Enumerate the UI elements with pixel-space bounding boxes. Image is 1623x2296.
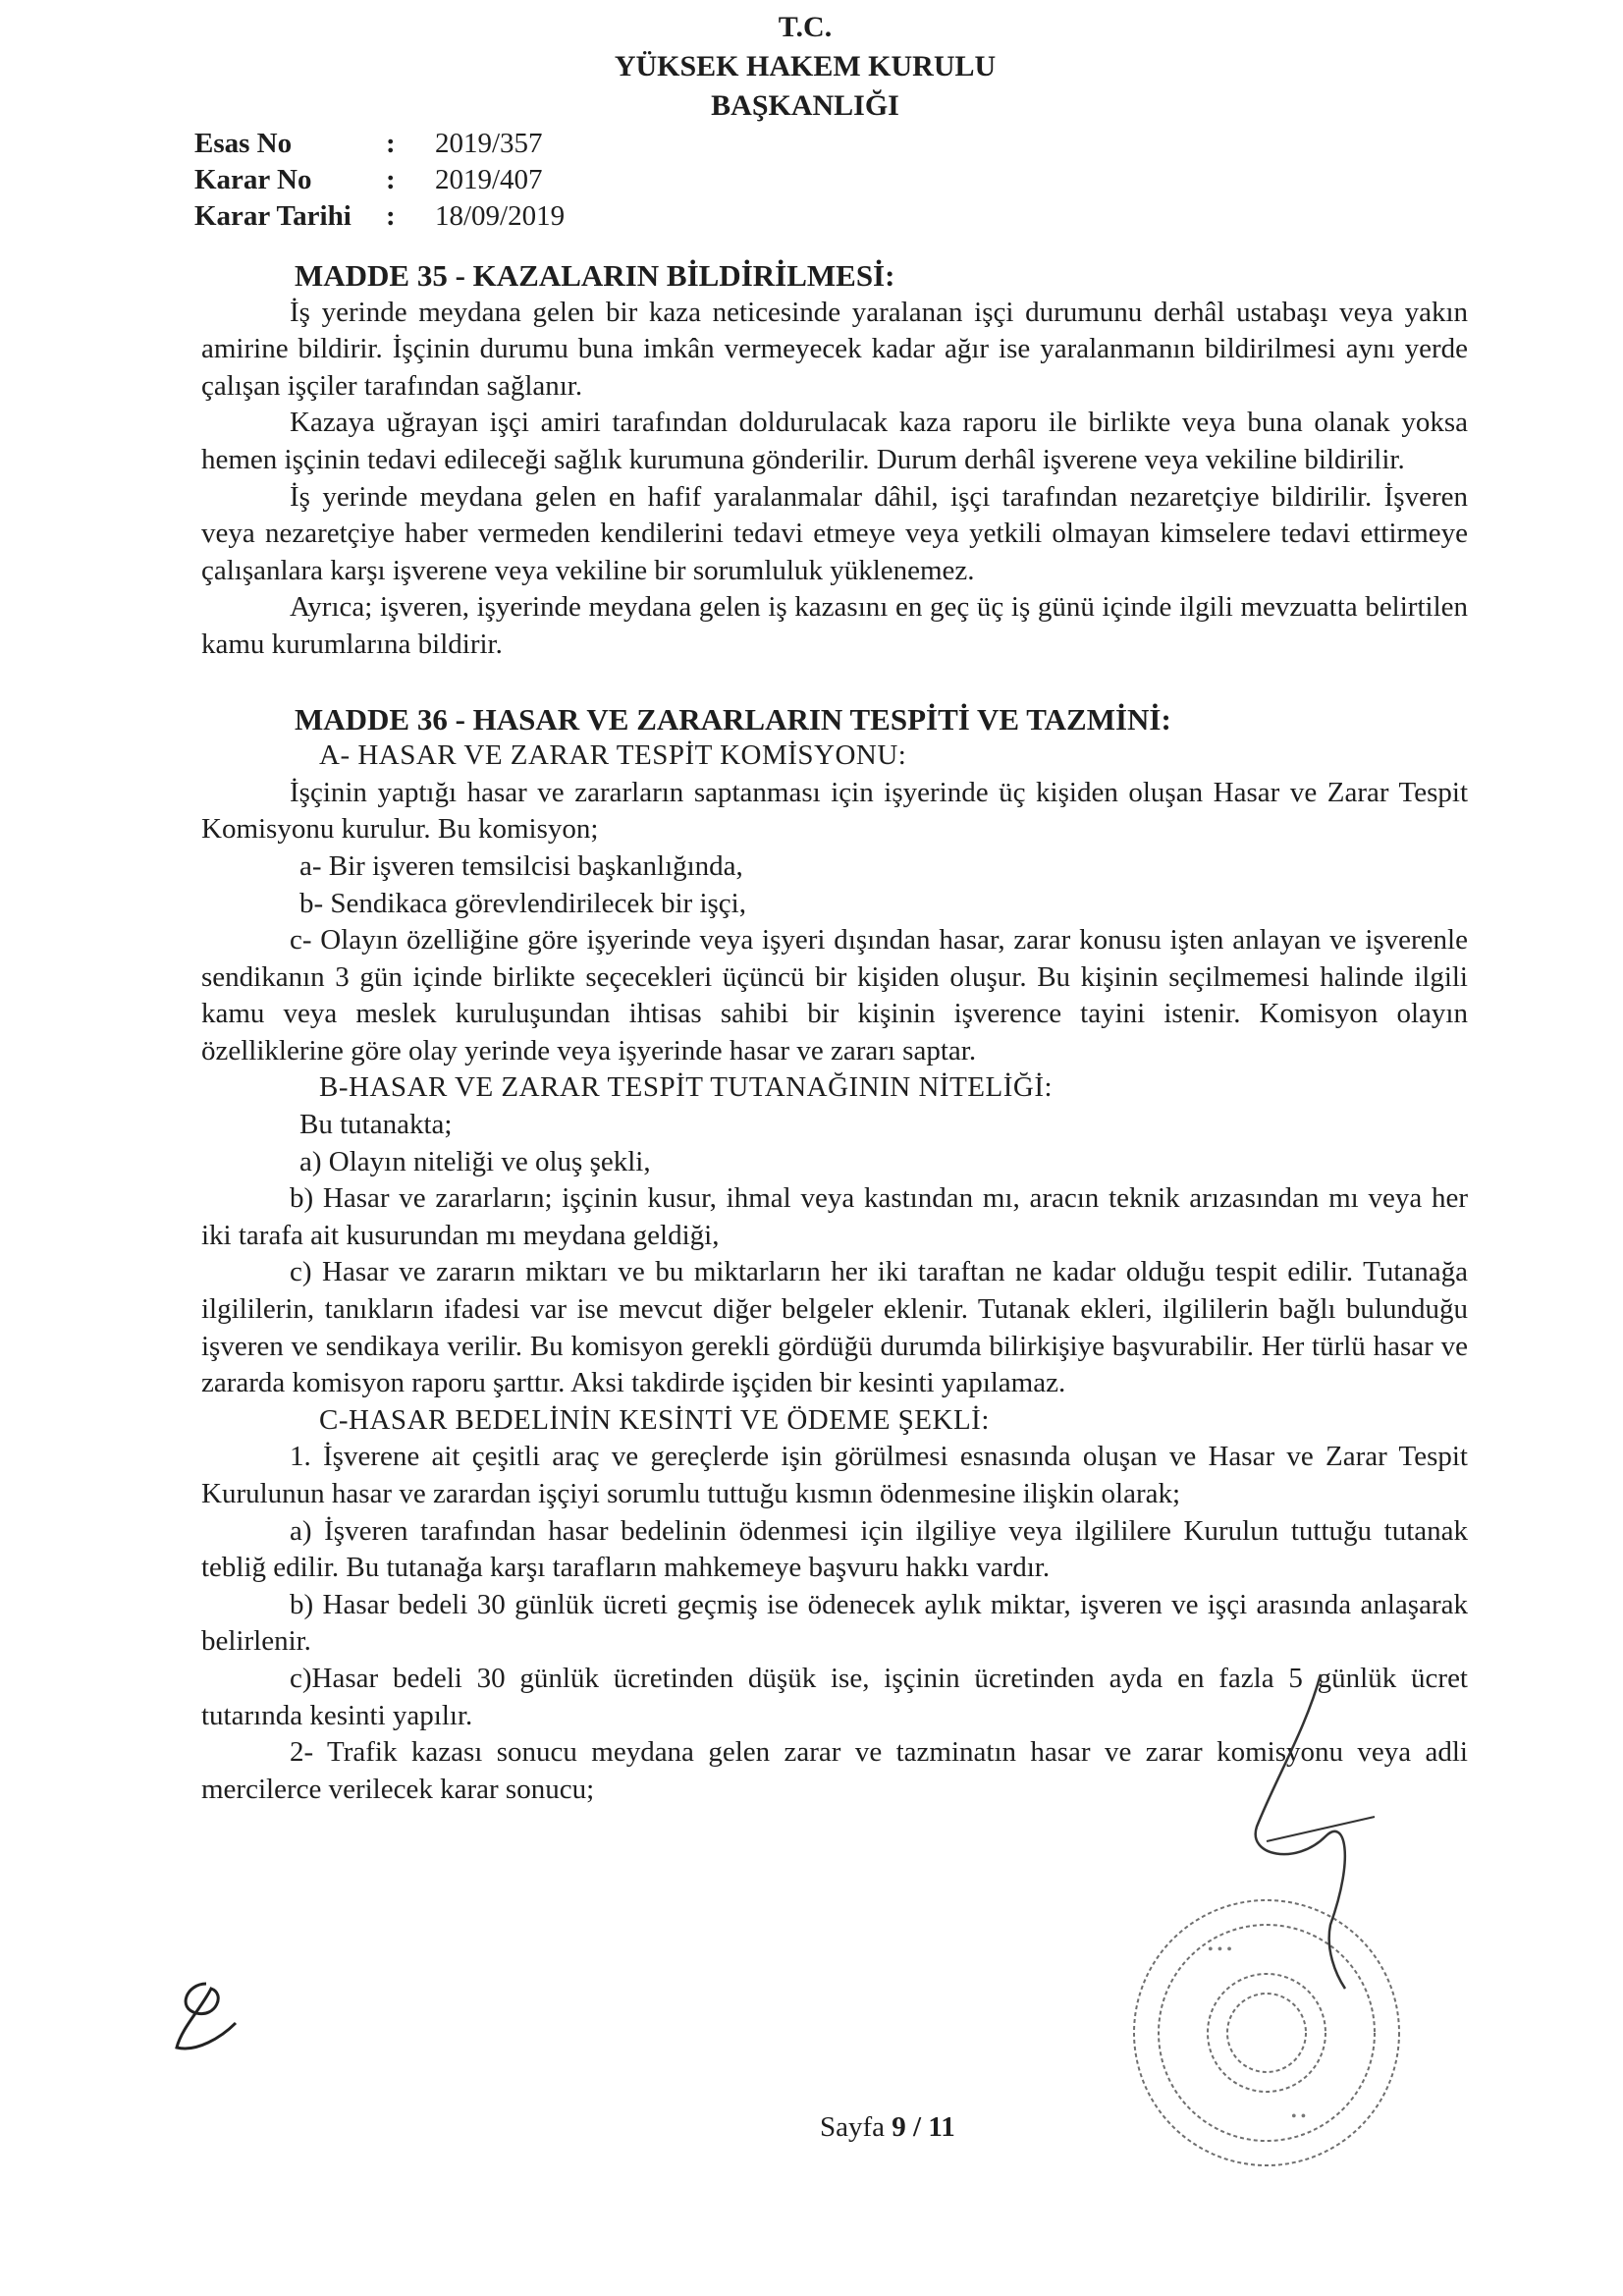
meta-label: Karar No	[194, 164, 312, 195]
section-a-item: a- Bir işveren temsilcisi başkanlığında,	[299, 849, 743, 882]
page-number-current: 9	[892, 2111, 906, 2143]
page-number	[820, 2111, 955, 2144]
page-number-total: 11	[928, 2111, 955, 2143]
section-b-item: c) Hasar ve zararın miktarı ve bu miktarların her iki taraftan ne kadar olduğu tespit edilir. Tutanağa ilgililerin, tanıkların ifadesi var ise mevcut diğer belgeler eklenir. Tutanak ekleri, ilgililerin bağlı bulunduğu işveren ve sendikaya verilir. Bu komisyon gerekli gördüğü durumda bilirkişiye başvurabilir. Her türlü hasar ve zararda komisyon raporu şarttır. Aksi takdirde işçiden bir kesinti yapılamaz.	[201, 1256, 1468, 1399]
signature-left-icon	[167, 1974, 255, 2062]
header-line-presidency: BAŞKANLIĞI	[711, 89, 899, 122]
article-35-paragraph: İş yerinde meydana gelen en hafif yaralanmalar dâhil, işçi tarafından nezaretçiye bildirilir. İşveren veya nezaretçiye haber vermeden kendilerini tedavi etmeye veya yetkili olmayan kimselere tedavi ettirmeye çalışanlara karşı işverene veya vekiline bir sorumluluk yüklenemez.	[201, 480, 1468, 586]
header-line-institution: YÜKSEK HAKEM KURULU	[614, 50, 997, 82]
signature-right-icon	[1237, 1669, 1394, 1994]
section-b-item: a) Olayın niteliği ve oluş şekli,	[299, 1145, 651, 1177]
section-c-item: 1. İşverene ait çeşitli araç ve gereçlerde işin görülmesi esnasında oluşan ve Hasar ve Zarar Tespit Kurulunun hasar ve zarardan işçiyi sorumlu tuttuğu kısmın ödenmesine ilişkin olarak;	[201, 1441, 1468, 1509]
page-number-separator: /	[905, 2111, 929, 2143]
svg-text:• •: • •	[1291, 2108, 1307, 2125]
page-number-prefix: Sayfa	[820, 2111, 893, 2143]
meta-value: 2019/357	[435, 128, 543, 159]
meta-row-esas	[194, 126, 565, 162]
article-35-paragraph: İş yerinde meydana gelen bir kaza neticesinde yaralanan işçi durumunu derhâl ustabaşı veya yakın amirine bildirir. İşçinin durumu buna imkân vermeyecek kadar ağır ise yaralanmanın bildirilmesi aynı yerde çalışan işçiler tarafından sağlanır.	[201, 296, 1468, 402]
section-a-item: c- Olayın özelliğine göre işyerinde veya işyeri dışından hasar, zarar konusu işten anlayan ve işverenle sendikanın 3 gün içinde birlikte seçecekleri üçüncü bir kişiden oluşur. Bu kişinin seçilmemesi halinde ilgili kamu veya meslek kuruluşundan ihtisas sahibi bir kişinin işverence tayini istenir. Komisyon olayın özelliklerine göre olay yerinde veya işyerinde hasar ve zararı saptar.	[201, 924, 1468, 1066]
document-body	[201, 257, 1468, 1808]
article-36-title: MADDE 36 - HASAR VE ZARARLARIN TESPİTİ VE TAZMİNİ:	[295, 701, 1171, 737]
article-35-title: MADDE 35 - KAZALARIN BİLDİRİLMESİ:	[295, 258, 895, 293]
section-b-intro: Bu tutanakta;	[299, 1109, 453, 1141]
case-meta	[194, 126, 565, 235]
meta-label: Karar Tarihi	[194, 200, 352, 232]
meta-colon: :	[386, 128, 396, 159]
meta-label: Esas No	[194, 128, 293, 159]
meta-value: 2019/407	[435, 164, 543, 195]
meta-colon: :	[386, 164, 396, 195]
section-b-item: b) Hasar ve zararların; işçinin kusur, ihmal veya kastından mı, aracın teknik arızasından mı veya her iki tarafa ait kusurundan mı meydana geldiği,	[201, 1182, 1468, 1251]
article-35-paragraph: Kazaya uğrayan işçi amiri tarafından doldurulacak kaza raporu ile birlikte veya buna olanak yoksa hemen işçinin tedavi edileceği sağlık kurumuna gönderilir. Durum derhâl işverene veya vekiline bildirilir.	[201, 407, 1468, 475]
section-c-item: a) İşveren tarafından hasar bedelinin ödenmesi için ilgiliye veya ilgililere Kurulun tuttuğu tutanak tebliğ edilir. Bu tutanağa karşı tarafların mahkemeye başvuru hakkı vardır.	[201, 1514, 1468, 1584]
document-header	[550, 8, 1060, 126]
section-c-item: b) Hasar bedeli 30 günlük ücreti geçmiş ise ödenecek aylık miktar, işveren ve işçi arasında anlaşarak belirlenir.	[201, 1588, 1468, 1658]
meta-colon: :	[386, 200, 396, 232]
section-c-item: 2- Trafik kazası sonucu meydana gelen zarar ve tazminatın hasar ve zarar komisyonu veya adli mercilerce verilecek karar sonucu;	[201, 1736, 1468, 1805]
meta-row-tarih	[194, 198, 565, 235]
section-b-heading: B-HASAR VE ZARAR TESPİT TUTANAĞININ NİTELİĞİ:	[319, 1071, 1054, 1104]
section-a-heading: A- HASAR VE ZARAR TESPİT KOMİSYONU:	[319, 739, 907, 772]
meta-row-karar	[194, 162, 565, 198]
header-line-tc: T.C.	[778, 11, 833, 43]
section-a-item: b- Sendikaca görevlendirilecek bir işçi,	[299, 887, 746, 919]
meta-value: 18/09/2019	[435, 200, 566, 232]
section-a-paragraph: İşçinin yaptığı hasar ve zararların saptanması için işyerinde üç kişiden oluşan Hasar ve Zarar Tespit Komisyonu kurulur. Bu komisyon;	[201, 776, 1468, 846]
section-c-heading: C-HASAR BEDELİNİN KESİNTİ VE ÖDEME ŞEKLİ:	[319, 1403, 990, 1436]
svg-text:• • •: • • •	[1208, 1941, 1232, 1958]
article-35-paragraph: Ayrıca; işveren, işyerinde meydana gelen iş kazasını en geç üç iş günü içinde ilgili mevzuatta belirtilen kamu kurumlarına bildirir.	[201, 591, 1468, 660]
section-c-item: c)Hasar bedeli 30 günlük ücretinden düşük ise, işçinin ücretinden ayda en fazla 5 günlük ücret tutarında kesinti yapılır.	[201, 1662, 1468, 1731]
